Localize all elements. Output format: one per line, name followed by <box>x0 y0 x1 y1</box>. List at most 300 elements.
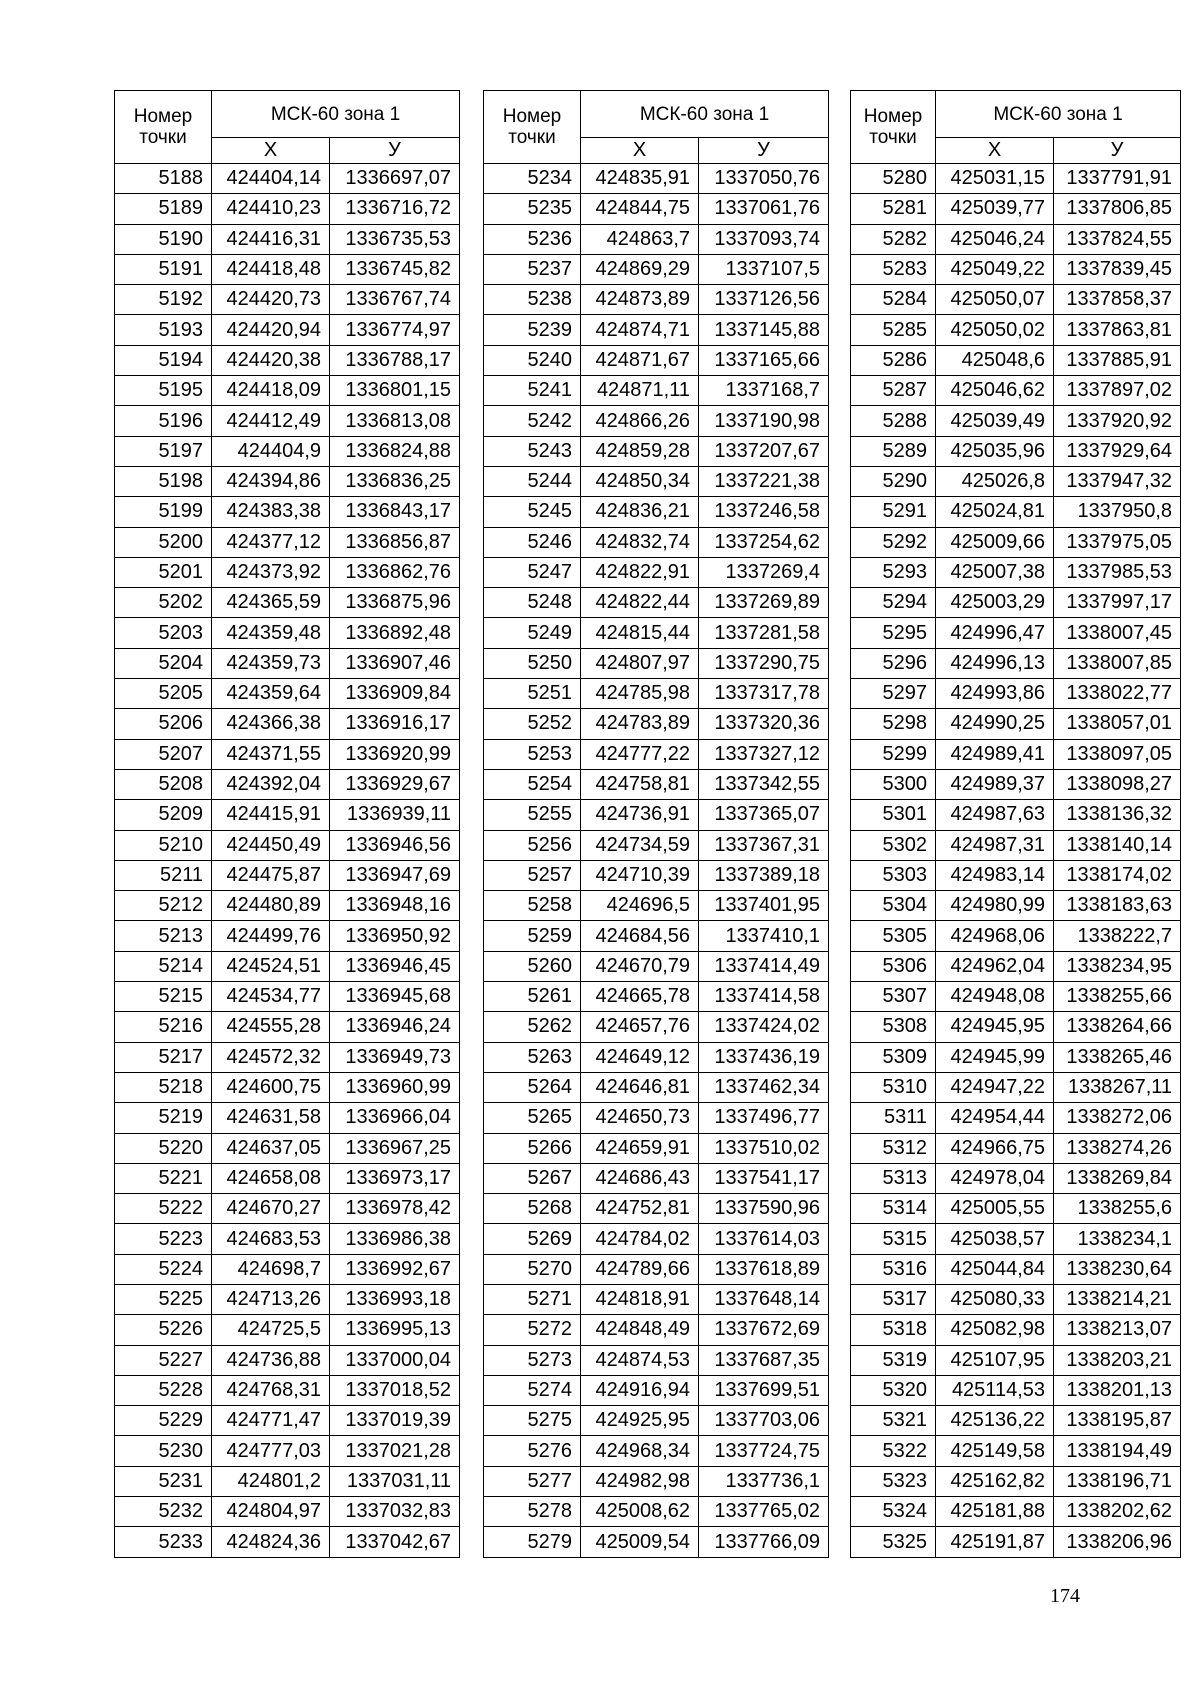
table-row <box>484 376 829 406</box>
point-number-cell: 5225 <box>115 1284 212 1314</box>
point-number-cell: 5232 <box>115 1497 212 1527</box>
x-coordinate-cell: 424696,5 <box>581 891 699 921</box>
point-number-cell: 5253 <box>484 739 581 769</box>
x-coordinate-cell: 424784,02 <box>581 1224 699 1254</box>
table-row <box>851 709 1181 739</box>
x-coordinate-cell: 425049,22 <box>936 254 1054 284</box>
point-number-cell: 5320 <box>851 1375 936 1405</box>
table-row <box>484 709 829 739</box>
x-coordinate-cell: 424534,77 <box>212 982 330 1012</box>
point-number-cell: 5257 <box>484 860 581 890</box>
y-coordinate-cell: 1337342,55 <box>699 769 829 799</box>
table-row <box>851 1194 1181 1224</box>
table-body <box>115 164 460 1558</box>
y-coordinate-cell: 1337736,1 <box>699 1466 829 1496</box>
point-number-cell: 5303 <box>851 860 936 890</box>
point-number-cell: 5239 <box>484 315 581 345</box>
x-coordinate-cell: 424815,44 <box>581 618 699 648</box>
x-coordinate-cell: 424415,91 <box>212 800 330 830</box>
y-coordinate-cell: 1336978,42 <box>330 1194 460 1224</box>
x-coordinate-cell: 424665,78 <box>581 982 699 1012</box>
y-coordinate-cell: 1338264,66 <box>1054 1012 1181 1042</box>
y-coordinate-cell: 1337254,62 <box>699 527 829 557</box>
point-number-cell: 5261 <box>484 982 581 1012</box>
x-coordinate-cell: 424824,36 <box>212 1527 330 1557</box>
table-row <box>115 1163 460 1193</box>
point-number-cell: 5234 <box>484 164 581 194</box>
table-row <box>484 406 829 436</box>
point-number-cell: 5189 <box>115 194 212 224</box>
x-coordinate-cell: 425082,98 <box>936 1315 1054 1345</box>
point-number-cell: 5211 <box>115 860 212 890</box>
point-number-cell: 5241 <box>484 376 581 406</box>
x-coordinate-cell: 424404,14 <box>212 164 330 194</box>
y-coordinate-cell: 1337367,31 <box>699 830 829 860</box>
x-coordinate-cell: 425046,62 <box>936 376 1054 406</box>
point-number-cell: 5296 <box>851 648 936 678</box>
point-number-cell: 5219 <box>115 1103 212 1133</box>
table-row <box>115 1042 460 1072</box>
y-coordinate-cell: 1336949,73 <box>330 1042 460 1072</box>
table-row <box>115 1224 460 1254</box>
y-coordinate-cell: 1337126,56 <box>699 285 829 315</box>
point-number-cell: 5288 <box>851 406 936 436</box>
point-number-cell: 5246 <box>484 527 581 557</box>
table-row <box>851 1375 1181 1405</box>
x-coordinate-cell: 424734,59 <box>581 830 699 860</box>
x-coordinate-cell: 424524,51 <box>212 951 330 981</box>
x-coordinate-cell: 424394,86 <box>212 466 330 496</box>
table-row <box>115 648 460 678</box>
x-coordinate-cell: 424789,66 <box>581 1254 699 1284</box>
y-coordinate-cell: 1338203,21 <box>1054 1345 1181 1375</box>
table-row <box>851 466 1181 496</box>
y-coordinate-cell: 1336920,99 <box>330 739 460 769</box>
y-coordinate-cell: 1337093,74 <box>699 224 829 254</box>
point-number-cell: 5199 <box>115 497 212 527</box>
y-coordinate-cell: 1338265,46 <box>1054 1042 1181 1072</box>
point-number-cell: 5280 <box>851 164 936 194</box>
table-row <box>484 436 829 466</box>
point-number-cell: 5190 <box>115 224 212 254</box>
x-coordinate-cell: 425162,82 <box>936 1466 1054 1496</box>
y-coordinate-cell: 1336697,07 <box>330 164 460 194</box>
y-coordinate-cell: 1337766,09 <box>699 1527 829 1557</box>
y-coordinate-cell: 1336916,17 <box>330 709 460 739</box>
table-row <box>115 1315 460 1345</box>
x-coordinate-cell: 425008,62 <box>581 1497 699 1527</box>
table-row <box>484 1527 829 1557</box>
x-coordinate-cell: 424968,34 <box>581 1436 699 1466</box>
table-row <box>484 315 829 345</box>
y-coordinate-cell: 1336945,68 <box>330 982 460 1012</box>
point-number-cell: 5207 <box>115 739 212 769</box>
y-coordinate-cell: 1337042,67 <box>330 1527 460 1557</box>
y-coordinate-cell: 1336946,45 <box>330 951 460 981</box>
point-number-cell: 5229 <box>115 1406 212 1436</box>
point-number-cell: 5306 <box>851 951 936 981</box>
point-number-cell: 5220 <box>115 1133 212 1163</box>
y-coordinate-cell: 1338057,01 <box>1054 709 1181 739</box>
point-number-cell: 5231 <box>115 1466 212 1496</box>
point-number-cell: 5250 <box>484 648 581 678</box>
point-number-cell: 5242 <box>484 406 581 436</box>
x-coordinate-cell: 424412,49 <box>212 406 330 436</box>
point-number-cell: 5204 <box>115 648 212 678</box>
point-number-cell: 5284 <box>851 285 936 315</box>
y-coordinate-cell: 1336939,11 <box>330 800 460 830</box>
table-row <box>484 164 829 194</box>
x-coordinate-cell: 424404,9 <box>212 436 330 466</box>
table-row <box>115 194 460 224</box>
y-coordinate-cell: 1336767,74 <box>330 285 460 315</box>
y-coordinate-cell: 1337687,35 <box>699 1345 829 1375</box>
y-coordinate-cell: 1338022,77 <box>1054 679 1181 709</box>
y-coordinate-cell: 1336950,92 <box>330 921 460 951</box>
x-coordinate-cell: 425003,29 <box>936 588 1054 618</box>
point-number-cell: 5277 <box>484 1466 581 1496</box>
point-number-cell: 5262 <box>484 1012 581 1042</box>
table-row <box>115 1527 460 1557</box>
y-coordinate-cell: 1336946,24 <box>330 1012 460 1042</box>
table-row <box>851 285 1181 315</box>
y-coordinate-cell: 1338007,85 <box>1054 648 1181 678</box>
table-row <box>484 224 829 254</box>
point-number-cell: 5299 <box>851 739 936 769</box>
y-coordinate-cell: 1338140,14 <box>1054 830 1181 860</box>
x-coordinate-cell: 424869,29 <box>581 254 699 284</box>
point-number-cell: 5249 <box>484 618 581 648</box>
point-number-cell: 5251 <box>484 679 581 709</box>
x-coordinate-cell: 424371,55 <box>212 739 330 769</box>
x-coordinate-cell: 425046,24 <box>936 224 1054 254</box>
table-row <box>115 436 460 466</box>
point-number-cell: 5206 <box>115 709 212 739</box>
y-coordinate-cell: 1338007,45 <box>1054 618 1181 648</box>
y-coordinate-cell: 1338269,84 <box>1054 1163 1181 1193</box>
table-row <box>851 800 1181 830</box>
point-number-cell: 5317 <box>851 1284 936 1314</box>
y-coordinate-cell: 1336801,15 <box>330 376 460 406</box>
y-coordinate-cell: 1338136,32 <box>1054 800 1181 830</box>
y-coordinate-cell: 1338255,66 <box>1054 982 1181 1012</box>
point-number-header: Номер точки <box>115 91 212 164</box>
point-number-cell: 5195 <box>115 376 212 406</box>
y-coordinate-cell: 1336907,46 <box>330 648 460 678</box>
y-coordinate-cell: 1336856,87 <box>330 527 460 557</box>
point-number-cell: 5309 <box>851 1042 936 1072</box>
table-row <box>115 1436 460 1466</box>
y-coordinate-cell: 1337414,49 <box>699 951 829 981</box>
y-coordinate-cell: 1336862,76 <box>330 557 460 587</box>
x-coordinate-cell: 425035,96 <box>936 436 1054 466</box>
table-row <box>851 951 1181 981</box>
point-number-cell: 5322 <box>851 1436 936 1466</box>
y-coordinate-cell: 1337365,07 <box>699 800 829 830</box>
x-coordinate-cell: 424859,28 <box>581 436 699 466</box>
x-coordinate-cell: 424637,05 <box>212 1133 330 1163</box>
point-number-cell: 5297 <box>851 679 936 709</box>
x-coordinate-cell: 424993,86 <box>936 679 1054 709</box>
x-coordinate-cell: 424945,95 <box>936 1012 1054 1042</box>
x-coordinate-cell: 424658,08 <box>212 1163 330 1193</box>
table-row <box>851 1042 1181 1072</box>
table-row <box>851 769 1181 799</box>
y-coordinate-cell: 1338274,26 <box>1054 1133 1181 1163</box>
y-coordinate-cell: 1336929,67 <box>330 769 460 799</box>
table-row <box>484 800 829 830</box>
point-number-cell: 5200 <box>115 527 212 557</box>
y-coordinate-cell: 1336995,13 <box>330 1315 460 1345</box>
x-coordinate-cell: 424996,47 <box>936 618 1054 648</box>
point-number-cell: 5264 <box>484 1072 581 1102</box>
x-coordinate-cell: 424987,31 <box>936 830 1054 860</box>
table-row <box>484 194 829 224</box>
x-coordinate-cell: 424835,91 <box>581 164 699 194</box>
x-coordinate-cell: 424874,71 <box>581 315 699 345</box>
y-coordinate-cell: 1337327,12 <box>699 739 829 769</box>
coord-system-header: МСК-60 зона 1 <box>936 91 1181 138</box>
table-row <box>851 830 1181 860</box>
point-number-cell: 5252 <box>484 709 581 739</box>
point-number-cell: 5298 <box>851 709 936 739</box>
point-number-cell: 5197 <box>115 436 212 466</box>
y-coordinate-cell: 1338222,7 <box>1054 921 1181 951</box>
y-coordinate-cell: 1337947,32 <box>1054 466 1181 496</box>
y-coordinate-cell: 1337510,02 <box>699 1133 829 1163</box>
coord-system-header: МСК-60 зона 1 <box>581 91 829 138</box>
y-coordinate-cell: 1337000,04 <box>330 1345 460 1375</box>
y-coordinate-cell: 1336993,18 <box>330 1284 460 1314</box>
y-coordinate-cell: 1337410,1 <box>699 921 829 951</box>
x-coordinate-cell: 424822,44 <box>581 588 699 618</box>
y-coordinate-cell: 1337021,28 <box>330 1436 460 1466</box>
point-number-cell: 5312 <box>851 1133 936 1163</box>
y-coordinate-cell: 1336745,82 <box>330 254 460 284</box>
x-coordinate-cell: 424962,04 <box>936 951 1054 981</box>
y-coordinate-cell: 1337997,17 <box>1054 588 1181 618</box>
point-number-cell: 5192 <box>115 285 212 315</box>
x-coordinate-cell: 425050,02 <box>936 315 1054 345</box>
point-number-cell: 5245 <box>484 497 581 527</box>
point-number-cell: 5307 <box>851 982 936 1012</box>
point-number-cell: 5318 <box>851 1315 936 1345</box>
x-coordinate-cell: 424980,99 <box>936 891 1054 921</box>
table-row <box>484 618 829 648</box>
y-header: У <box>1054 138 1181 164</box>
y-coordinate-cell: 1336967,25 <box>330 1133 460 1163</box>
point-number-cell: 5270 <box>484 1254 581 1284</box>
point-number-cell: 5212 <box>115 891 212 921</box>
x-coordinate-cell: 424480,89 <box>212 891 330 921</box>
table-row <box>851 1133 1181 1163</box>
table-row <box>484 739 829 769</box>
y-coordinate-cell: 1337414,58 <box>699 982 829 1012</box>
x-coordinate-cell: 425039,77 <box>936 194 1054 224</box>
table-row <box>484 285 829 315</box>
x-coordinate-cell: 424392,04 <box>212 769 330 799</box>
x-coordinate-cell: 425107,95 <box>936 1345 1054 1375</box>
table-row <box>484 588 829 618</box>
table-row <box>115 1072 460 1102</box>
x-coordinate-cell: 424650,73 <box>581 1103 699 1133</box>
table-row <box>484 1375 829 1405</box>
point-number-cell: 5233 <box>115 1527 212 1557</box>
table-row <box>851 1103 1181 1133</box>
table-row <box>115 1133 460 1163</box>
x-coordinate-cell: 424416,31 <box>212 224 330 254</box>
x-coordinate-cell: 424874,53 <box>581 1345 699 1375</box>
x-coordinate-cell: 425026,8 <box>936 466 1054 496</box>
point-number-cell: 5295 <box>851 618 936 648</box>
table-row <box>851 527 1181 557</box>
y-coordinate-cell: 1338174,02 <box>1054 860 1181 890</box>
table-row <box>851 891 1181 921</box>
point-number-cell: 5202 <box>115 588 212 618</box>
table-row <box>115 739 460 769</box>
y-coordinate-cell: 1338255,6 <box>1054 1194 1181 1224</box>
point-number-cell: 5292 <box>851 527 936 557</box>
table-row <box>851 1406 1181 1436</box>
y-coordinate-cell: 1337950,8 <box>1054 497 1181 527</box>
table-row <box>484 1224 829 1254</box>
y-coordinate-cell: 1336824,88 <box>330 436 460 466</box>
table-row <box>115 1194 460 1224</box>
y-coordinate-cell: 1337424,02 <box>699 1012 829 1042</box>
y-coordinate-cell: 1336986,38 <box>330 1224 460 1254</box>
table-body <box>484 164 829 1558</box>
point-number-cell: 5244 <box>484 466 581 496</box>
y-coordinate-cell: 1337618,89 <box>699 1254 829 1284</box>
x-coordinate-cell: 425009,54 <box>581 1527 699 1557</box>
point-number-cell: 5308 <box>851 1012 936 1042</box>
x-coordinate-cell: 424801,2 <box>212 1466 330 1496</box>
x-coordinate-cell: 424725,5 <box>212 1315 330 1345</box>
x-coordinate-cell: 424359,64 <box>212 679 330 709</box>
y-coordinate-cell: 1337032,83 <box>330 1497 460 1527</box>
table-row <box>484 1406 829 1436</box>
table-row <box>484 921 829 951</box>
x-coordinate-cell: 425009,66 <box>936 527 1054 557</box>
y-coordinate-cell: 1336947,69 <box>330 860 460 890</box>
x-coordinate-cell: 424966,75 <box>936 1133 1054 1163</box>
y-coordinate-cell: 1337614,03 <box>699 1224 829 1254</box>
x-coordinate-cell: 425114,53 <box>936 1375 1054 1405</box>
y-coordinate-cell: 1337389,18 <box>699 860 829 890</box>
table-body <box>851 164 1181 1558</box>
table-row <box>115 1012 460 1042</box>
y-coordinate-cell: 1337885,91 <box>1054 345 1181 375</box>
x-coordinate-cell: 424410,23 <box>212 194 330 224</box>
table-row <box>851 224 1181 254</box>
point-number-cell: 5269 <box>484 1224 581 1254</box>
x-coordinate-cell: 424989,37 <box>936 769 1054 799</box>
x-header: Х <box>212 138 330 164</box>
table-row <box>851 588 1181 618</box>
point-number-cell: 5188 <box>115 164 212 194</box>
point-number-cell: 5193 <box>115 315 212 345</box>
x-coordinate-cell: 424418,48 <box>212 254 330 284</box>
point-number-cell: 5321 <box>851 1406 936 1436</box>
y-coordinate-cell: 1337703,06 <box>699 1406 829 1436</box>
point-number-cell: 5230 <box>115 1436 212 1466</box>
table-row <box>484 1315 829 1345</box>
x-coordinate-cell: 424736,91 <box>581 800 699 830</box>
point-number-header: Номер точки <box>851 91 936 164</box>
table-row <box>484 951 829 981</box>
table-row <box>851 254 1181 284</box>
table-row <box>484 254 829 284</box>
point-number-cell: 5266 <box>484 1133 581 1163</box>
x-coordinate-cell: 425191,87 <box>936 1527 1054 1557</box>
point-number-cell: 5275 <box>484 1406 581 1436</box>
table-row <box>484 345 829 375</box>
x-coordinate-cell: 424990,25 <box>936 709 1054 739</box>
table-row <box>484 982 829 1012</box>
table-row <box>851 164 1181 194</box>
x-coordinate-cell: 424499,76 <box>212 921 330 951</box>
x-coordinate-cell: 424377,12 <box>212 527 330 557</box>
point-number-cell: 5196 <box>115 406 212 436</box>
x-header: Х <box>581 138 699 164</box>
point-number-cell: 5243 <box>484 436 581 466</box>
x-coordinate-cell: 425039,49 <box>936 406 1054 436</box>
table-row <box>115 618 460 648</box>
y-coordinate-cell: 1337190,98 <box>699 406 829 436</box>
point-number-cell: 5267 <box>484 1163 581 1193</box>
x-coordinate-cell: 424850,34 <box>581 466 699 496</box>
point-number-cell: 5217 <box>115 1042 212 1072</box>
x-coordinate-cell: 424752,81 <box>581 1194 699 1224</box>
x-coordinate-cell: 424373,92 <box>212 557 330 587</box>
table-row <box>484 497 829 527</box>
x-coordinate-cell: 424710,39 <box>581 860 699 890</box>
point-number-cell: 5319 <box>851 1345 936 1375</box>
x-coordinate-cell: 424475,87 <box>212 860 330 890</box>
x-coordinate-cell: 424365,59 <box>212 588 330 618</box>
x-coordinate-cell: 425149,58 <box>936 1436 1054 1466</box>
x-coordinate-cell: 424822,91 <box>581 557 699 587</box>
x-coordinate-cell: 425050,07 <box>936 285 1054 315</box>
point-number-cell: 5214 <box>115 951 212 981</box>
x-coordinate-cell: 424785,98 <box>581 679 699 709</box>
x-coordinate-cell: 424982,98 <box>581 1466 699 1496</box>
x-coordinate-cell: 424572,32 <box>212 1042 330 1072</box>
y-coordinate-cell: 1338214,21 <box>1054 1284 1181 1314</box>
coord-table-1 <box>114 90 460 1558</box>
table-row <box>851 982 1181 1012</box>
table-row <box>484 648 829 678</box>
x-coordinate-cell: 424420,94 <box>212 315 330 345</box>
y-coordinate-cell: 1338195,87 <box>1054 1406 1181 1436</box>
y-coordinate-cell: 1338202,62 <box>1054 1497 1181 1527</box>
y-coordinate-cell: 1337207,67 <box>699 436 829 466</box>
point-number-cell: 5279 <box>484 1527 581 1557</box>
table-row <box>484 830 829 860</box>
table-row <box>851 618 1181 648</box>
x-coordinate-cell: 425136,22 <box>936 1406 1054 1436</box>
x-coordinate-cell: 425080,33 <box>936 1284 1054 1314</box>
x-coordinate-cell: 424945,99 <box>936 1042 1054 1072</box>
point-number-cell: 5278 <box>484 1497 581 1527</box>
point-number-cell: 5285 <box>851 315 936 345</box>
point-number-cell: 5314 <box>851 1194 936 1224</box>
x-coordinate-cell: 424873,89 <box>581 285 699 315</box>
y-coordinate-cell: 1337019,39 <box>330 1406 460 1436</box>
table-row <box>851 376 1181 406</box>
y-coordinate-cell: 1337269,4 <box>699 557 829 587</box>
table-row <box>484 1254 829 1284</box>
